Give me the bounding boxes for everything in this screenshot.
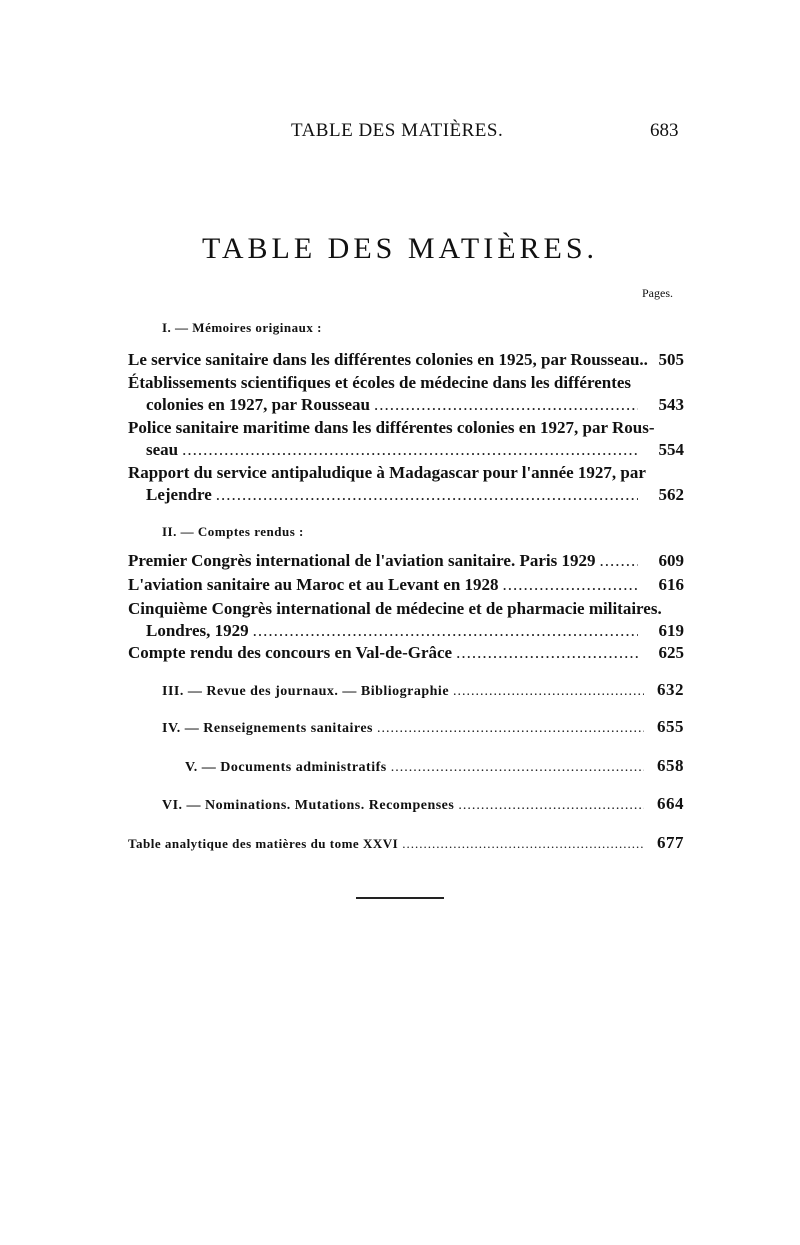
section-label: VI. — Nominations. Mutations. Recompenses [162,798,455,813]
toc-entry-text: L'aviation sanitaire au Maroc et au Levant en 1928 [128,575,499,594]
dot-leader [503,574,638,596]
toc-entry-text: Compte rendu des concours en Val-de-Grâce [128,643,453,662]
toc-entry [128,550,684,572]
section-row-revue [162,680,684,700]
dot-leader [402,836,644,852]
dot-leader [253,620,638,642]
toc-entry-text: Cinquième Congrès international de médecine et de pharmacie militaires. [128,599,662,618]
running-head-title: TABLE DES MATIÈRES. [291,120,504,141]
dot-leader [453,684,644,700]
dot-leader [391,760,644,776]
toc-entry-text: Premier Congrès international de l'aviation sanitaire. Paris 1929 [128,551,596,570]
running-head [0,120,800,144]
toc-entry [128,372,684,416]
toc-entry-page: 554 [658,440,684,459]
toc-entry-text: seau [146,440,179,459]
toc-entry-text: Le service sanitaire dans les différentes colonies en 1925, par Rousseau.. [128,350,648,369]
toc-entry-text: Police sanitaire maritime dans les différentes colonies en 1927, par Rous- [128,418,655,437]
section-row-documents [185,756,684,776]
section-label: Table analytique des matières du tome XXVI [128,836,399,851]
section-page: 664 [657,794,684,813]
running-head-page-number: 683 [650,120,679,141]
toc-entry-text: colonies en 1927, par Rousseau [146,395,371,414]
pages-column-label: Pages. [642,286,673,300]
toc-entry [128,349,684,371]
toc-entry-page: 625 [658,643,684,662]
section-page: 632 [657,680,684,699]
toc-entry-text: Londres, 1929 [146,621,249,640]
dot-leader [182,439,638,461]
section-page: 655 [657,717,684,736]
dot-leader [377,721,644,737]
section-row-renseignements [162,717,684,737]
toc-entry [128,417,684,461]
section-label: IV. — Renseignements sanitaires [162,721,373,736]
toc-entry-page: 562 [658,485,684,504]
page-title: TABLE DES MATIÈRES. [201,232,599,265]
closing-rule [356,897,444,899]
toc-entry [128,574,684,596]
toc-entry-text: Rapport du service antipaludique à Madagascar pour l'année 1927, par [128,463,646,482]
toc-entry-page: 609 [658,551,684,570]
section-page: 658 [657,756,684,775]
section-row-table-analytique [128,833,684,853]
toc-entry [128,598,684,642]
dot-leader [599,550,638,572]
section-label: V. — Documents administratifs [185,760,387,775]
toc-entry-page: 616 [658,575,684,594]
toc-entry-page: 619 [658,621,684,640]
section-heading-comptes-rendus: II. — Comptes rendus : [162,524,304,539]
dot-leader [458,798,644,814]
toc-entry-page: 505 [658,350,684,369]
toc-entry-page: 543 [658,395,684,414]
section-heading-memoires: I. — Mémoires originaux : [162,320,322,335]
toc-entry-text: Établissements scientifiques et écoles de médecine dans les différentes [128,373,632,392]
section-label: III. — Revue des journaux. — Bibliographie [162,684,450,699]
toc-entry [128,642,684,664]
dot-leader [374,394,638,416]
toc-entry-text: Lejendre [146,485,212,504]
toc-entry [128,462,684,506]
section-page: 677 [657,833,684,852]
section-row-nominations [162,794,684,814]
dot-leader [456,642,638,664]
dot-leader [216,484,638,506]
